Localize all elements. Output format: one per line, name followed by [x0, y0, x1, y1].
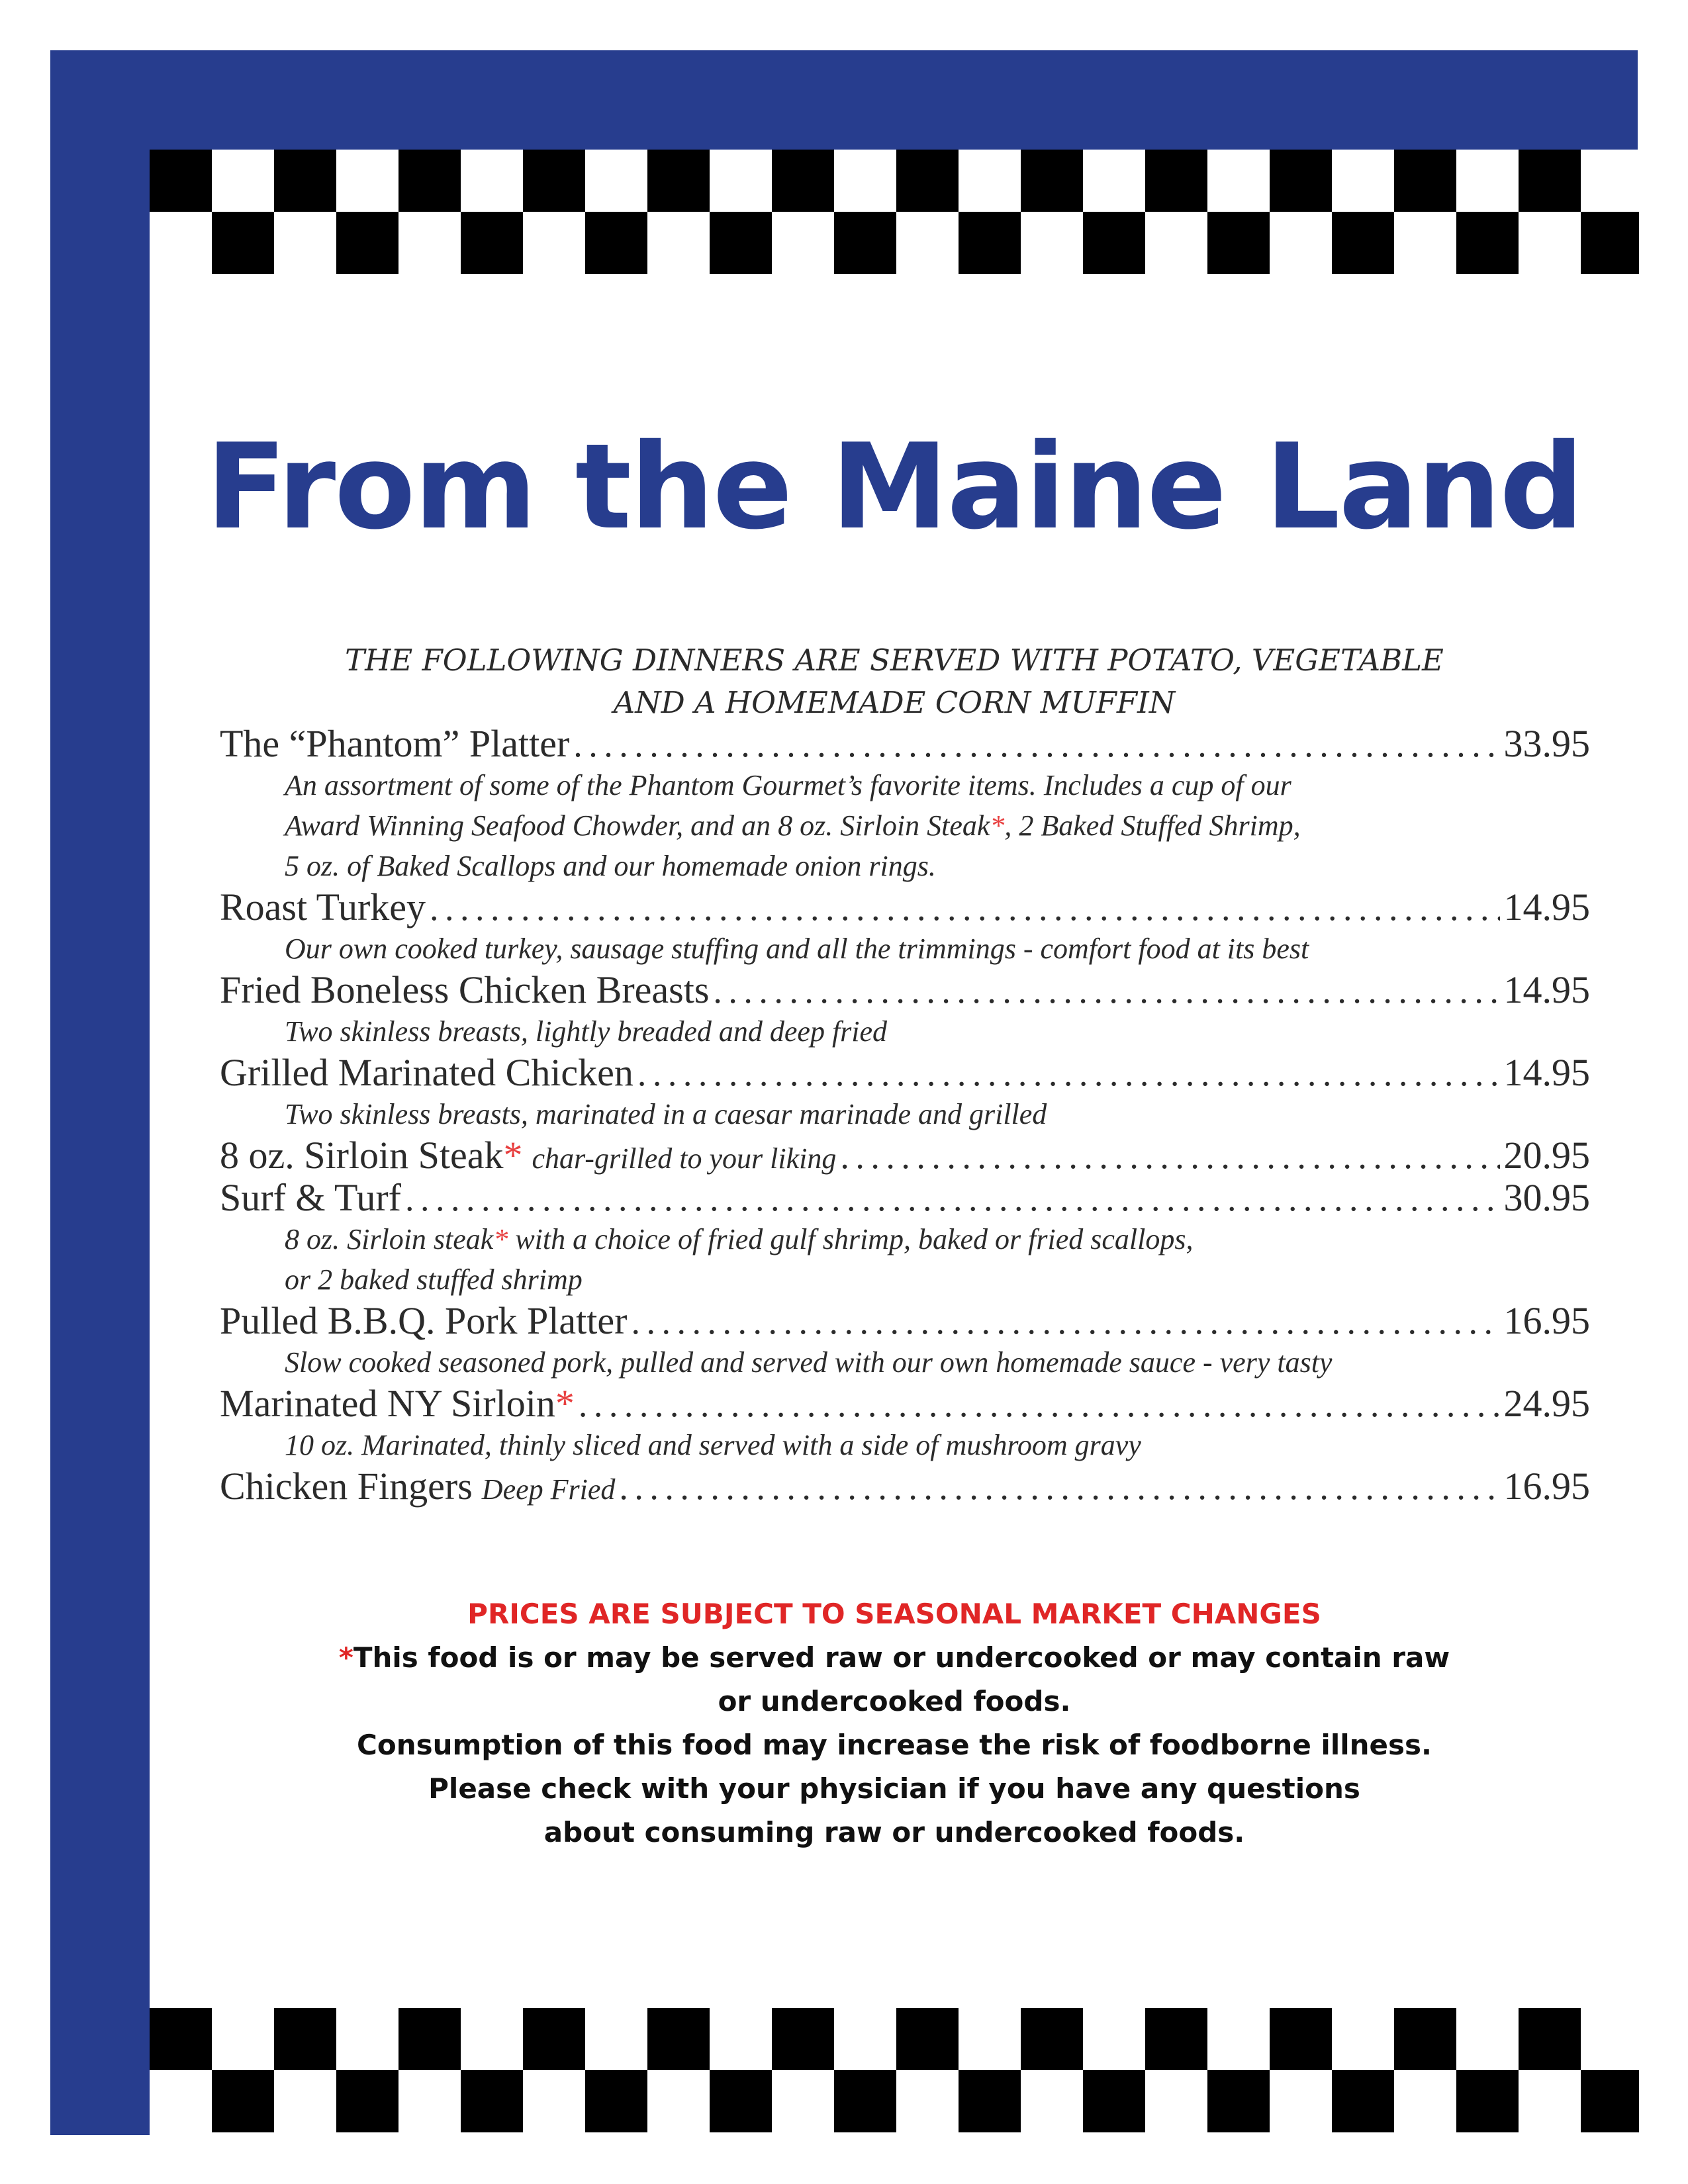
- description-text: 8 oz. Sirloin steak: [285, 1223, 494, 1255]
- menu-item-name: Roast Turkey: [220, 886, 426, 929]
- checker-square: [336, 2070, 399, 2132]
- menu-item-description: Two skinless breasts, lightly breaded and deep fried: [285, 1015, 888, 1048]
- checker-square: [150, 2008, 212, 2070]
- checker-square: [647, 150, 710, 212]
- checker-square: [710, 212, 772, 274]
- dot-leader: [840, 1135, 1499, 1177]
- checker-square: [834, 212, 896, 274]
- checker-square: [585, 212, 647, 274]
- checker-square: [1021, 150, 1083, 212]
- checker-square: [710, 2070, 772, 2132]
- menu-item-note: char-grilled to your liking: [532, 1142, 837, 1175]
- dot-leader: [573, 723, 1499, 766]
- raw-warning-star: *: [493, 1223, 508, 1255]
- checker-square: [399, 2008, 461, 2070]
- intro-line-1: THE FOLLOWING DINNERS ARE SERVED WITH POTATO, VEGETABLE: [345, 643, 1444, 678]
- menu-item: [220, 886, 1590, 969]
- checker-square: [1083, 212, 1145, 274]
- menu-item: [220, 1465, 1590, 1508]
- dot-leader: [637, 1052, 1500, 1095]
- menu-item-name: The “Phantom” Platter: [220, 722, 570, 765]
- menu-item-price: 24.95: [1503, 1382, 1590, 1425]
- menu-item-price: 33.95: [1503, 722, 1590, 765]
- menu-item-description: Our own cooked turkey, sausage stuffing and all the trimmings - comfort food at its best: [285, 933, 1309, 965]
- raw-warning-star: *: [555, 1382, 575, 1425]
- notice-line-1: *This food is or may be served raw or undercooked or may contain raw: [338, 1641, 1450, 1674]
- menu-item-name: Grilled Marinated Chicken: [220, 1051, 633, 1094]
- raw-warning-star: *: [503, 1134, 523, 1177]
- checker-square: [1083, 2070, 1145, 2132]
- menu-item-list: [220, 723, 1590, 1508]
- menu-item-name: Surf & Turf: [220, 1176, 401, 1219]
- menu-item: [220, 1300, 1590, 1383]
- checker-square: [274, 2008, 336, 2070]
- menu-page: [150, 150, 1639, 2136]
- menu-item-description: 10 oz. Marinated, thinly sliced and served with a side of mushroom gravy: [285, 1429, 1141, 1461]
- checker-square: [1394, 2008, 1456, 2070]
- menu-item: [220, 1383, 1590, 1465]
- checker-square: [1332, 2070, 1394, 2132]
- menu-item-description: or 2 baked stuffed shrimp: [285, 1263, 583, 1296]
- notice-line-3: Consumption of this food may increase the risk of foodborne illness.: [357, 1729, 1432, 1761]
- description-text: , 2 Baked Stuffed Shrimp,: [1004, 809, 1301, 842]
- menu-item: [220, 723, 1590, 886]
- menu-border: [50, 50, 1638, 2135]
- menu-item-description: [220, 805, 1590, 846]
- dot-leader: [579, 1383, 1500, 1426]
- checker-square: [647, 2008, 710, 2070]
- menu-item-price: 16.95: [1503, 1299, 1590, 1342]
- checker-square: [1581, 212, 1639, 274]
- checker-square: [1145, 2008, 1207, 2070]
- menu-item-heading: [220, 1300, 1590, 1342]
- menu-item-heading: [220, 1383, 1590, 1425]
- checker-square: [1207, 212, 1270, 274]
- menu-item-price: 14.95: [1503, 968, 1590, 1011]
- checker-square: [1207, 2070, 1270, 2132]
- checker-square: [1021, 2008, 1083, 2070]
- dot-leader: [430, 887, 1499, 929]
- menu-item-description: An assortment of some of the Phantom Gourmet’s favorite items. Includes a cup of our: [285, 769, 1291, 801]
- checker-square: [896, 2008, 959, 2070]
- checker-square: [461, 212, 523, 274]
- checker-square: [772, 150, 834, 212]
- menu-item: [220, 1134, 1590, 1177]
- checker-square: [212, 2070, 274, 2132]
- menu-item-name: Pulled B.B.Q. Pork Platter: [220, 1299, 628, 1342]
- menu-item-heading: [220, 969, 1590, 1011]
- checker-square: [523, 2008, 585, 2070]
- notice-line-4: Please check with your physician if you have any questions: [428, 1772, 1360, 1805]
- checker-square: [1270, 150, 1332, 212]
- intro-line-2: AND A HOMEMADE CORN MUFFIN: [613, 685, 1176, 720]
- menu-item-price: 14.95: [1503, 886, 1590, 929]
- checker-square: [1519, 2008, 1581, 2070]
- menu-item-description: 5 oz. of Baked Scallops and our homemade onion rings.: [285, 850, 936, 882]
- checker-square: [1145, 150, 1207, 212]
- notice-star: *: [338, 1641, 353, 1674]
- checker-square: [959, 212, 1021, 274]
- description-text: Award Winning Seafood Chowder, and an 8 oz. Sirloin Steak: [285, 809, 990, 842]
- checkered-border-top: [150, 150, 1639, 273]
- menu-item-name: Chicken Fingers: [220, 1465, 473, 1508]
- checker-square: [834, 2070, 896, 2132]
- menu-item-description: Slow cooked seasoned pork, pulled and served with our own homemade sauce - very tasty: [285, 1346, 1333, 1379]
- menu-item-name: Marinated NY Sirloin: [220, 1382, 555, 1425]
- menu-item-name: Fried Boneless Chicken Breasts: [220, 968, 710, 1011]
- checker-square: [523, 150, 585, 212]
- checker-square: [1456, 2070, 1519, 2132]
- checker-square: [959, 2070, 1021, 2132]
- dot-leader: [713, 970, 1499, 1012]
- checker-square: [1581, 2070, 1639, 2132]
- notice-line-2: or undercooked foods.: [718, 1685, 1071, 1717]
- dot-leader: [631, 1300, 1499, 1343]
- checker-square: [212, 212, 274, 274]
- checker-square: [1394, 150, 1456, 212]
- dot-leader: [619, 1466, 1499, 1508]
- menu-item-heading: [220, 1052, 1590, 1094]
- menu-item-heading: [220, 886, 1590, 929]
- checker-square: [1332, 212, 1394, 274]
- checkered-border-bottom: [150, 2008, 1639, 2132]
- checker-square: [150, 150, 212, 212]
- checker-square: [772, 2008, 834, 2070]
- menu-item-price: 16.95: [1503, 1465, 1590, 1508]
- price-notice: PRICES ARE SUBJECT TO SEASONAL MARKET CHANGES: [467, 1598, 1321, 1630]
- menu-item-heading: [220, 1177, 1590, 1219]
- menu-item: [220, 1177, 1590, 1300]
- menu-item-description: [220, 1219, 1590, 1259]
- checker-square: [461, 2070, 523, 2132]
- raw-warning-star: *: [990, 809, 1005, 842]
- checker-square: [585, 2070, 647, 2132]
- checker-square: [1456, 212, 1519, 274]
- checker-square: [1270, 2008, 1332, 2070]
- checker-square: [274, 150, 336, 212]
- menu-item: [220, 1052, 1590, 1134]
- checker-square: [1519, 150, 1581, 212]
- checker-square: [336, 212, 399, 274]
- dinner-intro: [150, 639, 1639, 724]
- menu-item-price: 30.95: [1503, 1176, 1590, 1219]
- checker-square: [896, 150, 959, 212]
- menu-item-heading: [220, 1465, 1590, 1508]
- menu-item-price: 20.95: [1503, 1134, 1590, 1177]
- checker-square: [399, 150, 461, 212]
- dot-leader: [405, 1177, 1500, 1220]
- description-text: with a choice of fried gulf shrimp, baked or fried scallops,: [508, 1223, 1194, 1255]
- menu-item-heading: [220, 1134, 1590, 1177]
- menu-item-name: 8 oz. Sirloin Steak: [220, 1134, 504, 1177]
- menu-item: [220, 969, 1590, 1052]
- notice-line-5: about consuming raw or undercooked foods.: [543, 1816, 1245, 1848]
- menu-item-description: Two skinless breasts, marinated in a caesar marinade and grilled: [285, 1098, 1047, 1130]
- page-title: From the Maine Land: [206, 418, 1583, 555]
- menu-item-note: Deep Fried: [481, 1473, 616, 1506]
- menu-item-heading: [220, 723, 1590, 765]
- menu-item-price: 14.95: [1503, 1051, 1590, 1094]
- food-safety-notice: [150, 1592, 1639, 1854]
